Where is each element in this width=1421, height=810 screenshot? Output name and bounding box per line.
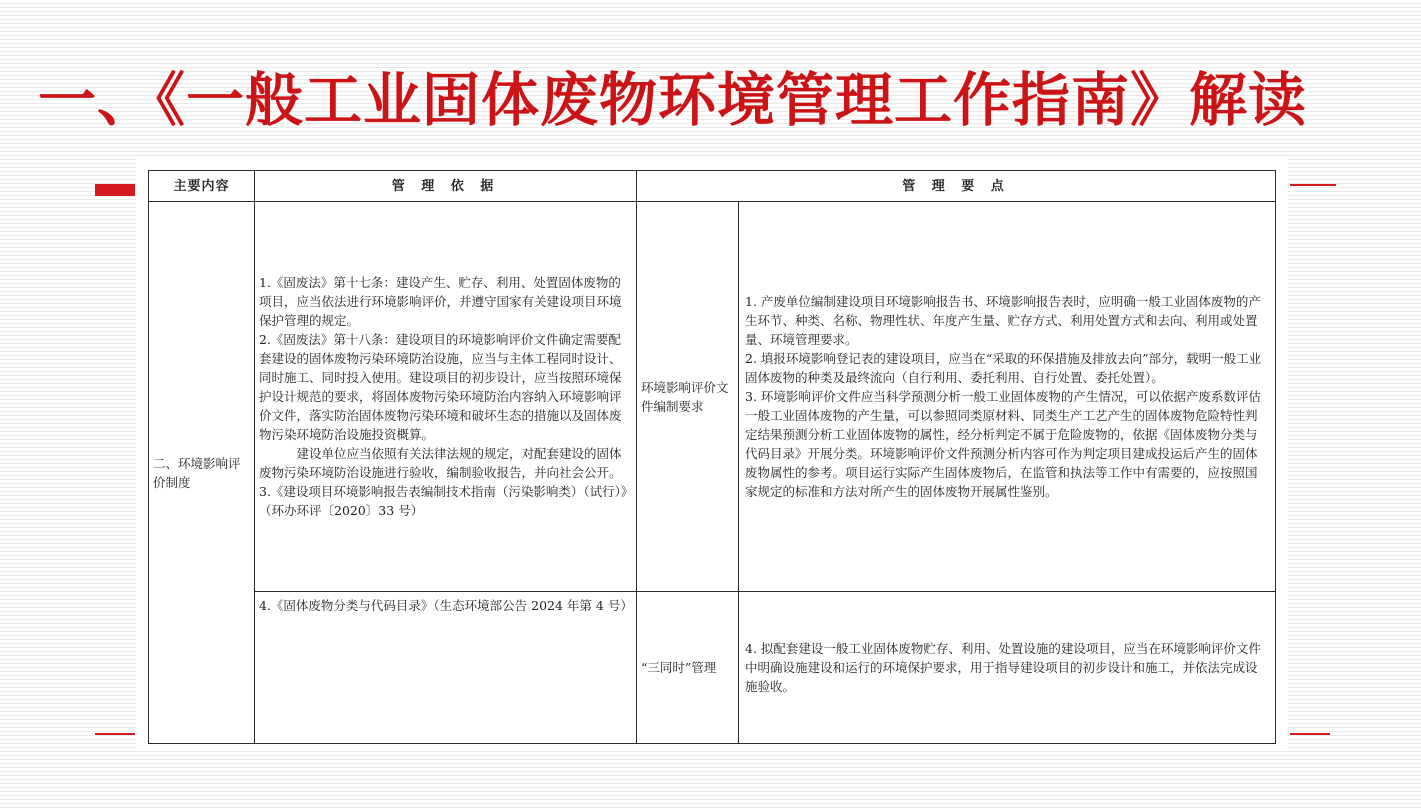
accent-line-top-right xyxy=(1290,184,1336,186)
basis-item: 1.《固废法》第十七条：建设产生、贮存、利用、处置固体废物的项目，应当依法进行环境影响评价，并遵守国家有关建设项目环境保护管理的规定。 xyxy=(259,275,622,328)
basis-upper-cell xyxy=(255,202,637,592)
basis-item: 2.《固废法》第十八条：建设项目的环境影响评价文件确定需要配套建设的固体废物污染环境防治设施，应当与主体工程同时设计、同时施工、同时投入使用。建设项目的初步设计，应当按照环境保护设计规范的要求，将固体废物污染环境防治内容纳入环境影响评价文件，落实防治固体废物污染环境和破坏生态的措施以及固体废物污染环境防治设施投资概算。 xyxy=(259,332,622,442)
point-item: 1. 产废单位编制建设项目环境影响报告书、环境影响报告表时，应明确一般工业固体废物的产生环节、种类、名称、物理性状、年度产生量、贮存方式、利用处置方式和去向、利用或处置量、环境管理要求。 xyxy=(745,294,1261,347)
basis-item: 建设单位应当依照有关法律法规的规定，对配套建设的固体废物污染环境防治设施进行验收，编制验收报告，并向社会公开。 xyxy=(259,446,622,480)
slide-title: 一、《一般工业固体废物环境管理工作指南》解读 xyxy=(38,66,1308,134)
header-management-basis: 管 理 依 据 xyxy=(255,171,637,202)
accent-bar xyxy=(95,184,135,196)
guideline-table xyxy=(148,170,1276,744)
subtopic-three-simultaneous-cell: “三同时”管理 xyxy=(637,592,739,744)
accent-line-bottom-left xyxy=(95,733,135,735)
point-item: 3. 环境影响评价文件应当科学预测分析一般工业固体废物的产生情况，可以依据产废系数评估一般工业固体废物的产生量，可以参照同类原材料、同类生产工艺产生的固体废物危险特性判定结果预测分析工业固体废物的属性，经分析判定不属于危险废物的，依据《固体废物分类与代码目录》开展分类。环境影响评价文件预测分析内容可作为判定项目建成投运后产生的固体废物属性的参考。项目运行实际产生固体废物后，在监管和执法等工作中有需要的，应按照国家规定的标准和方法对所产生的固体废物开展属性鉴别。 xyxy=(745,389,1261,499)
accent-line-bottom-right xyxy=(1290,733,1330,735)
table-header-row xyxy=(149,171,1276,202)
table-row xyxy=(149,592,1276,744)
point-item: 2. 填报环境影响登记表的建设项目，应当在“采取的环保措施及排放去向”部分，载明一般工业固体废物的种类及最终流向（自行利用、委托利用、自行处置、委托处置）。 xyxy=(745,351,1262,385)
points-three-simultaneous-cell xyxy=(739,592,1276,744)
basis-lower-cell: 4.《固体废物分类与代码目录》（生态环境部公告 2024 年第 4 号） xyxy=(255,592,637,744)
header-main-content: 主要内容 xyxy=(149,171,255,202)
header-management-points: 管 理 要 点 xyxy=(637,171,1276,202)
subtopic-eia-document-cell: 环境影响评价文件编制要求 xyxy=(637,202,739,592)
main-topic-cell: 二、环境影响评价制度 xyxy=(149,202,255,744)
points-eia-document-cell xyxy=(739,202,1276,592)
basis-item: 3.《建设项目环境影响报告表编制技术指南（污染影响类）（试行）》（环办环评〔2020〕33 号） xyxy=(259,484,628,518)
table-row xyxy=(149,202,1276,592)
point-item: 4. 拟配套建设一般工业固体废物贮存、利用、处置设施的建设项目，应当在环境影响评价文件中明确设施建设和运行的环境保护要求，用于指导建设项目的初步设计和施工，并依法完成设施验收。 xyxy=(745,641,1261,694)
